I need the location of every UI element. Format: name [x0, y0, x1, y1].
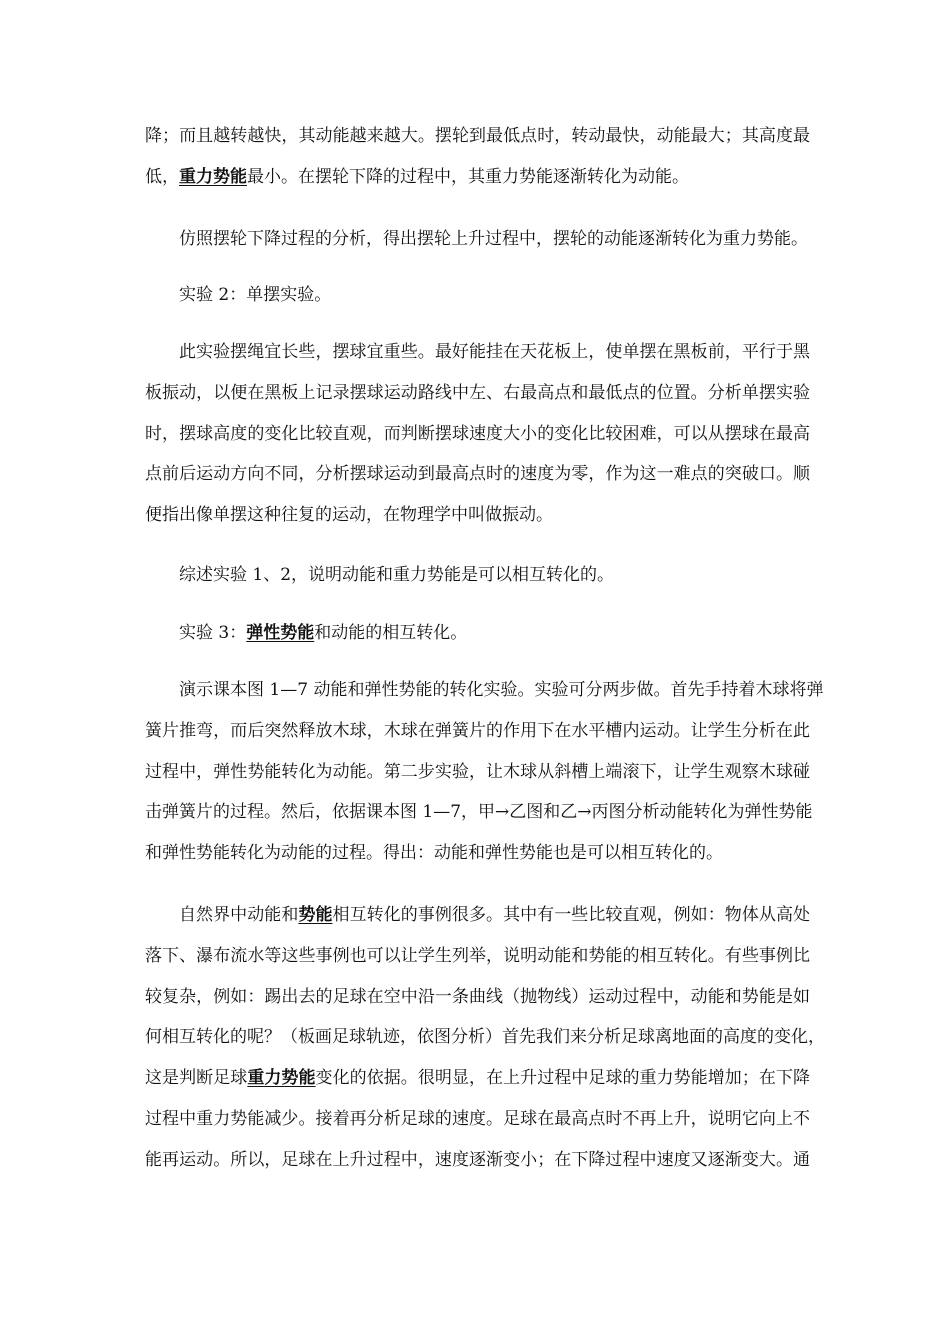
paragraph-line: 板振动，以便在黑板上记录摆球运动路线中左、右最高点和最低点的位置。分析单摆实验: [145, 382, 810, 403]
paragraph-heading: [145, 613, 810, 654]
text-run: 变化的依据。很明显，在上升过程中足球的重力势能增加；在下降: [315, 1068, 811, 1089]
keyword-link[interactable]: 重力势能: [179, 166, 247, 187]
paragraph-line: 较复杂，例如：踢出去的足球在空中沿一条曲线（抛物线）运动过程中，动能和势能是如: [145, 986, 810, 1007]
paragraph-heading: 实验 2：单摆实验。: [179, 285, 332, 305]
paragraph-line: 演示课本图 1—7 动能和弹性势能的转化实验。实验可分两步做。首先手持着木球将弹: [179, 680, 824, 700]
paragraph-line: 仿照摆轮下降过程的分析，得出摆轮上升过程中，摆轮的动能逐渐转化为重力势能。: [179, 229, 808, 249]
paragraph-line: 此实验摆绳宜长些，摆球宜重些。最好能挂在天花板上，使单摆在黑板前，平行于黑: [179, 342, 810, 362]
paragraph-line: 过程中，弹性势能转化为动能。第二步实验，让木球从斜槽上端滚下，让学生观察木球碰: [145, 761, 810, 782]
paragraph-5: [145, 555, 810, 596]
paragraph-line: 簧片推弯，而后突然释放木球，木球在弹簧片的作用下在水平槽内运动。让学生分析在此: [145, 720, 810, 741]
text-run: 最小。在摆轮下降的过程中，其重力势能逐渐转化为动能。: [247, 166, 689, 187]
paragraph-7: [145, 670, 824, 874]
paragraph-line: 何相互转化的呢？（板画足球轨迹，依图分析）首先我们来分析足球离地面的高度的变化，: [145, 1027, 825, 1048]
paragraph-line: 点前后运动方向不同，分析摆球运动到最高点时的速度为零，作为这一难点的突破口。顺: [145, 464, 810, 485]
paragraph-line: [145, 895, 810, 936]
text-run: 和动能的相互转化。: [314, 623, 468, 643]
paragraph-line: 击弹簧片的过程。然后，依据课本图 1—7，甲→乙图和乙→丙图分析动能转化为弹性势能: [145, 802, 813, 823]
paragraph-line: [145, 1058, 810, 1099]
paragraph-line: 时，摆球高度的变化比较直观，而判断摆球速度大小的变化比较困难，可以从摆球在最高: [145, 423, 810, 444]
paragraph-line: 便指出像单摆这种往复的运动，在物理学中叫做振动。: [145, 505, 553, 526]
text-run: 低，: [145, 166, 179, 187]
paragraph-line: 综述实验 1、2，说明动能和重力势能是可以相互转化的。: [179, 565, 615, 585]
text-run: 自然界中动能和: [179, 905, 299, 925]
paragraph-line: 和弹性势能转化为动能的过程。得出：动能和弹性势能也是可以相互转化的。: [145, 843, 723, 864]
paragraph-line: 能再运动。所以，足球在上升过程中，速度逐渐变小；在下降过程中速度又逐渐变大。通: [145, 1149, 810, 1170]
paragraph-4: [145, 332, 810, 536]
text-run: 实验 3：: [179, 623, 247, 643]
keyword-link[interactable]: 重力势能: [247, 1068, 316, 1089]
paragraph-1: [145, 116, 810, 198]
paragraph-2: [145, 219, 810, 260]
paragraph-3: [145, 275, 810, 316]
text-run: 这是判断足球: [145, 1068, 248, 1089]
text-run: 相互转化的事例很多。其中有一些比较直观，例如：物体从高处: [332, 905, 811, 925]
keyword-link[interactable]: 势能: [298, 905, 333, 925]
keyword-link[interactable]: 弹性势能: [246, 623, 315, 643]
paragraph-line: [145, 157, 810, 198]
paragraph-line: 落下、瀑布流水等这些事例也可以让学生列举，说明动能和势能的相互转化。有些事例比: [145, 945, 810, 966]
paragraph-line: 降；而且越转越快，其动能越来越大。摆轮到最低点时，转动最快，动能最大；其高度最: [145, 126, 810, 146]
paragraph-8: [145, 895, 825, 1181]
paragraph-6: [145, 613, 810, 654]
paragraph-line: 过程中重力势能减少。接着再分析足球的速度。足球在最高点时不再上升，说明它向上不: [145, 1108, 810, 1129]
